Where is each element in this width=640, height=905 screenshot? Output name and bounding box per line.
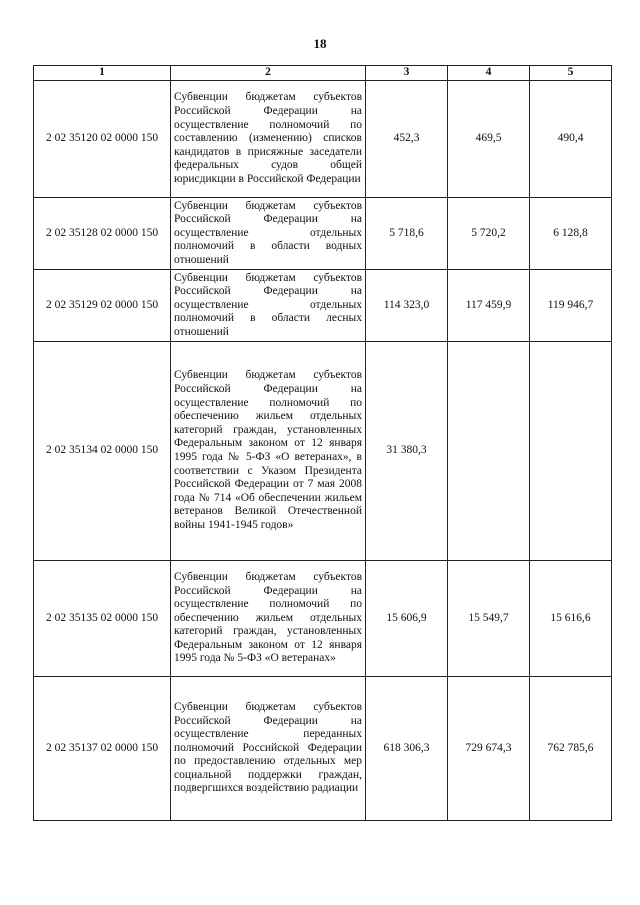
- value-col4-cell: [448, 342, 530, 561]
- column-header-1: 1: [34, 66, 171, 81]
- value-col4-cell: 469,5: [448, 81, 530, 198]
- column-header-3: 3: [366, 66, 448, 81]
- value-col5-cell: 490,4: [530, 81, 612, 198]
- column-header-2: 2: [171, 66, 366, 81]
- value-col5-cell: 119 946,7: [530, 270, 612, 342]
- value-col3-cell: 5 718,6: [366, 198, 448, 270]
- table-row: [34, 198, 612, 270]
- table-row: [34, 342, 612, 561]
- value-col3-cell: 452,3: [366, 81, 448, 198]
- description-cell: Субвенции бюджетам субъектов Российской Федерации на осуществление переданных полномочий Российской Федерации по предоставлению отдельных мер социальной поддержки граждан, подвергшихся воздействию радиации: [171, 677, 366, 821]
- description-cell: Субвенции бюджетам субъектов Российской Федерации на осуществление отдельных полномочий в области лесных отношений: [171, 270, 366, 342]
- table-row: [34, 81, 612, 198]
- value-col5-cell: 6 128,8: [530, 198, 612, 270]
- value-col5-cell: 762 785,6: [530, 677, 612, 821]
- value-col3-cell: 31 380,3: [366, 342, 448, 561]
- budget-code-cell: 2 02 35137 02 0000 150: [34, 677, 171, 821]
- value-col4-cell: 117 459,9: [448, 270, 530, 342]
- budget-code-cell: 2 02 35129 02 0000 150: [34, 270, 171, 342]
- table-row: [34, 677, 612, 821]
- column-header-4: 4: [448, 66, 530, 81]
- budget-code-cell: 2 02 35134 02 0000 150: [34, 342, 171, 561]
- budget-code-cell: 2 02 35128 02 0000 150: [34, 198, 171, 270]
- value-col3-cell: 15 606,9: [366, 561, 448, 677]
- table-row: [34, 561, 612, 677]
- table-row: [34, 270, 612, 342]
- description-cell: Субвенции бюджетам субъектов Российской Федерации на осуществление отдельных полномочий в области водных отношений: [171, 198, 366, 270]
- value-col4-cell: 15 549,7: [448, 561, 530, 677]
- description-cell: Субвенции бюджетам субъектов Российской Федерации на осуществление полномочий по составлению (изменению) списков кандидатов в присяжные заседатели федеральных судов общей юрисдикции в Российской Федерации: [171, 81, 366, 198]
- value-col3-cell: 114 323,0: [366, 270, 448, 342]
- budget-code-cell: 2 02 35120 02 0000 150: [34, 81, 171, 198]
- description-cell: Субвенции бюджетам субъектов Российской Федерации на осуществление полномочий по обеспечению жильем отдельных категорий граждан, установленных Федеральным законом от 12 января 1995 года № 5-ФЗ «О ветеранах»: [171, 561, 366, 677]
- value-col4-cell: 729 674,3: [448, 677, 530, 821]
- description-cell: Субвенции бюджетам субъектов Российской Федерации на осуществление полномочий по обеспечению жильем отдельных категорий граждан, установленных Федеральным законом от 12 января 1995 года № 5-ФЗ «О ветеранах», в соответствии с Указом Президента Российской Федерации от 7 мая 2008 года № 714 «Об обеспечении жильем ветеранов Великой Отечественной войны 1941-1945 годов»: [171, 342, 366, 561]
- column-header-5: 5: [530, 66, 612, 81]
- table-header-row: [34, 66, 612, 81]
- value-col5-cell: [530, 342, 612, 561]
- budget-code-cell: 2 02 35135 02 0000 150: [34, 561, 171, 677]
- page-number: 18: [313, 36, 327, 51]
- value-col4-cell: 5 720,2: [448, 198, 530, 270]
- value-col3-cell: 618 306,3: [366, 677, 448, 821]
- budget-table: [33, 65, 612, 821]
- value-col5-cell: 15 616,6: [530, 561, 612, 677]
